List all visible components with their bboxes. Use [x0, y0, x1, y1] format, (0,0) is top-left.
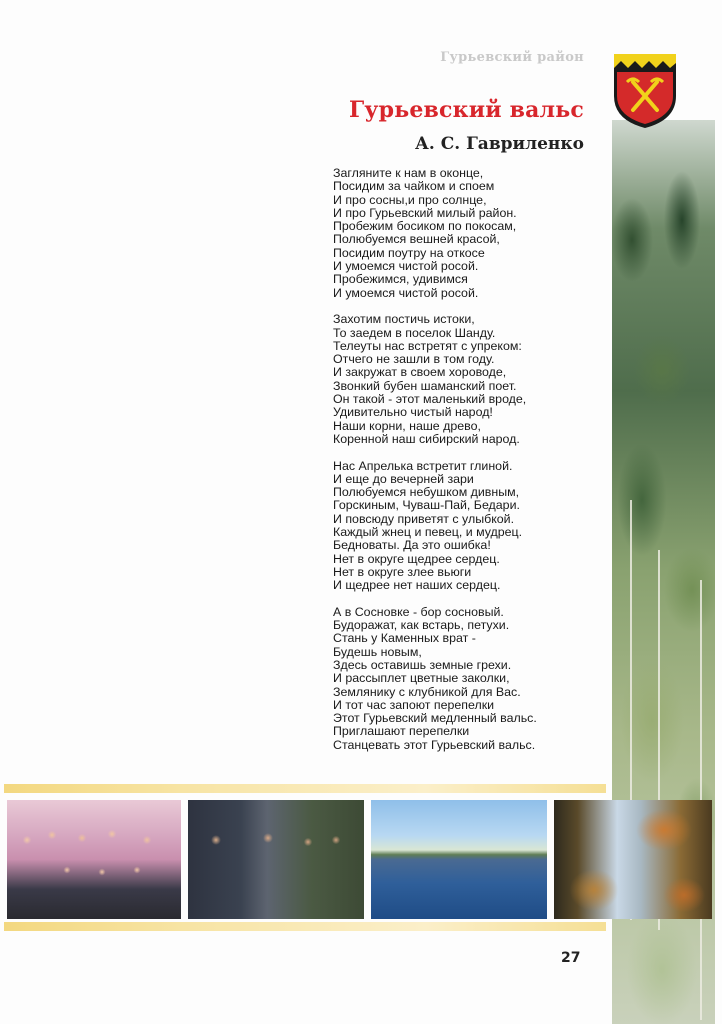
poem-line: Загляните к нам в оконце,: [333, 166, 484, 180]
poem-line: То заедем в поселок Шанду.: [333, 325, 496, 340]
poem-line: Захотим постичь истоки,: [333, 312, 475, 327]
poem-line: Посидим за чайком и споем: [333, 179, 495, 194]
region-header: Гурьевский район: [440, 50, 584, 65]
poem-line: Бедноваты. Да это ошибка!: [333, 538, 491, 553]
photo-children-group: [7, 800, 181, 919]
gold-band-bottom: [4, 922, 606, 931]
poem-line: Землянику с клубникой для Вас.: [333, 684, 521, 699]
poem-line: И умоемся чистой росой.: [333, 285, 479, 300]
poem-line: Удивительно чистый народ!: [333, 405, 493, 420]
poem-stanza: [333, 313, 608, 446]
poem-author: А. С. Гавриленко: [415, 134, 584, 154]
poem-line: И рассыплет цветные заколки,: [333, 671, 510, 686]
photo-lake: [371, 800, 547, 919]
poem-line: Станцевать этот Гурьевский вальс.: [333, 737, 536, 752]
poem-line: Стань у Каменных врат -: [333, 631, 476, 646]
poem-line: А в Сосновке - бор сосновый.: [333, 604, 504, 619]
poem-line: Полюбуемся вешней красой,: [333, 232, 500, 247]
poem-line: Каждый жнец и певец, и мудрец.: [333, 525, 523, 540]
poem-line: Полюбуемся небушком дивным,: [333, 485, 520, 500]
poem-title: Гурьевский вальс: [348, 97, 584, 123]
page-number: 27: [561, 950, 581, 966]
poem-line: Нас Апрелька встретит глиной.: [333, 458, 513, 473]
poem-line: Будешь новым,: [333, 644, 422, 659]
poem-stanza: [333, 606, 608, 752]
poem-line: И про сосны,и про солнце,: [333, 192, 487, 207]
poem-line: И умоемся чистой росой.: [333, 259, 479, 274]
poem-line: Коренной наш сибирский народ.: [333, 431, 520, 446]
poem-line: И еще до вечерней зари: [333, 471, 474, 486]
gold-band-top: [4, 784, 606, 793]
poem-line: Нет в округе щедрее сердец.: [333, 551, 500, 566]
poem-line: Он такой - этот маленький вроде,: [333, 392, 527, 407]
poem-line: И повсюду приветят с улыбкой.: [333, 511, 515, 526]
photo-ceremony: [188, 800, 364, 919]
photo-autumn-forest: [554, 800, 712, 919]
poem-line: Наши корни, наше древо,: [333, 418, 481, 433]
poem-line: Будоражат, как встарь, петухи.: [333, 618, 510, 633]
poem-line: И щедрее нет наших сердец.: [333, 578, 501, 593]
poem-line: И тот час запоют перепелки: [333, 697, 495, 712]
poem-text: [333, 167, 608, 765]
poem-line: Приглашают перепелки: [333, 724, 470, 739]
poem-line: И закружат в своем хороводе,: [333, 365, 507, 380]
poem-line: Нет в округе злее вьюги: [333, 564, 472, 579]
poem-line: Горскиным, Чуваш-Пай, Бедари.: [333, 498, 520, 513]
poem-line: Здесь оставишь земные грехи.: [333, 657, 512, 672]
poem-stanza: [333, 167, 608, 300]
poem-stanza: [333, 460, 608, 593]
poem-line: Пробежим босиком по покосам,: [333, 219, 517, 234]
poem-line: Отчего не зашли в том году.: [333, 352, 495, 367]
poem-line: И про Гурьевский милый район.: [333, 205, 517, 220]
poem-line: Телеуты нас встретят с упреком:: [333, 338, 522, 353]
coat-of-arms-icon: [611, 52, 679, 130]
poem-line: Пробежимся, удивимся: [333, 272, 468, 287]
poem-line: Звонкий бубен шаманский поет.: [333, 378, 517, 393]
poem-line: Посидим поутру на откосе: [333, 245, 485, 260]
poem-line: Этот Гурьевский медленный вальс.: [333, 711, 537, 726]
